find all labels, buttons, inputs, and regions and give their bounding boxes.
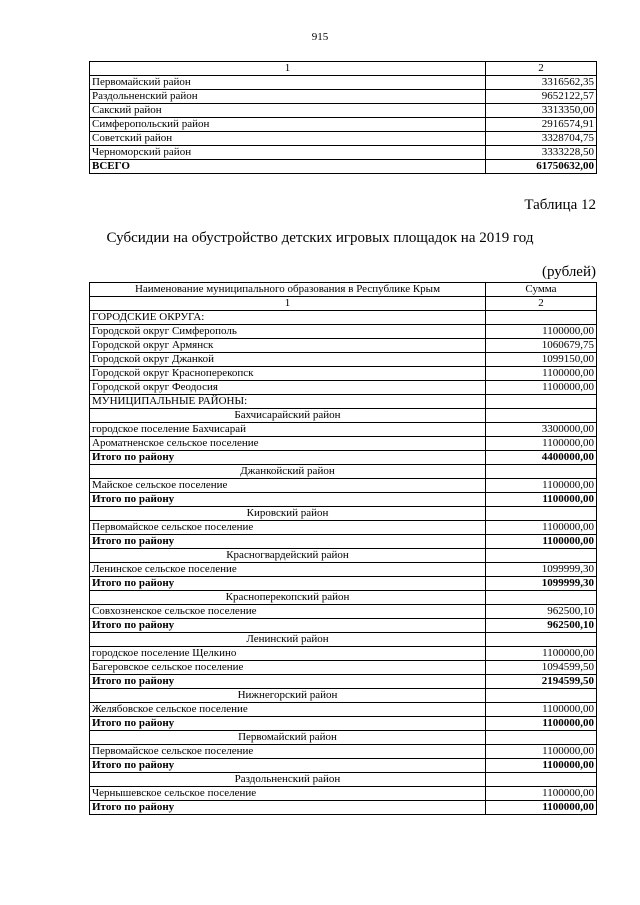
amount-cell: 1100000,00	[486, 801, 597, 815]
district-header-row	[90, 731, 597, 745]
column-number-2: 2	[486, 297, 597, 311]
table-row	[90, 367, 597, 381]
table-row	[90, 118, 597, 132]
amount-cell: 1100000,00	[486, 493, 597, 507]
column-number-row	[90, 297, 597, 311]
column-number-row	[90, 62, 597, 76]
table-row	[90, 563, 597, 577]
district-header-row	[90, 591, 597, 605]
amount-cell: 3300000,00	[486, 423, 597, 437]
table-row	[90, 787, 597, 801]
district-header-row	[90, 465, 597, 479]
amount-cell: 3313350,00	[486, 104, 597, 118]
amount-cell	[486, 409, 597, 423]
amount-cell	[486, 465, 597, 479]
district-name-cell: Советский район	[90, 132, 486, 146]
amount-cell: 2916574,91	[486, 118, 597, 132]
table-title: Субсидии на обустройство детских игровых площадок на 2019 год	[106, 230, 534, 246]
table-row	[90, 104, 597, 118]
amount-cell	[486, 311, 597, 325]
district-name-cell: Раздольненский район	[90, 90, 486, 104]
district-total-row	[90, 535, 597, 549]
table-header-row	[90, 283, 597, 297]
district-title-cell: Нижнегорский район	[90, 689, 486, 703]
amount-cell: 1100000,00	[486, 381, 597, 395]
district-header-row	[90, 507, 597, 521]
amount-cell: 1100000,00	[486, 647, 597, 661]
district-total-label: Итого по району	[90, 451, 486, 465]
subsidies-table	[89, 282, 597, 815]
district-total-row	[90, 577, 597, 591]
amount-cell: 2194599,50	[486, 675, 597, 689]
amount-cell: 962500,10	[486, 619, 597, 633]
municipality-name-cell: Первомайское сельское поселение	[90, 745, 486, 759]
table-row	[90, 605, 597, 619]
district-total-label: Итого по району	[90, 577, 486, 591]
district-total-label: Итого по району	[90, 717, 486, 731]
section-header-row	[90, 395, 597, 409]
section-header-row	[90, 311, 597, 325]
amount-cell: 1100000,00	[486, 367, 597, 381]
district-header-row	[90, 633, 597, 647]
page-number: 915	[311, 31, 329, 43]
table-row	[90, 437, 597, 451]
amount-cell: 61750632,00	[486, 160, 597, 174]
district-header-row	[90, 409, 597, 423]
amount-cell: 1100000,00	[486, 787, 597, 801]
table-row	[90, 745, 597, 759]
table-row	[90, 76, 597, 90]
municipality-name-cell: Желябовское сельское поселение	[90, 703, 486, 717]
amount-cell	[486, 773, 597, 787]
units-label: (рублей)	[541, 264, 596, 280]
header-municipality: Наименование муниципального образования в Республике Крым	[90, 283, 486, 297]
district-total-row	[90, 493, 597, 507]
table-row	[90, 325, 597, 339]
district-total-label: Итого по району	[90, 675, 486, 689]
table-row	[90, 479, 597, 493]
table-row	[90, 647, 597, 661]
amount-cell	[486, 633, 597, 647]
amount-cell: 1099150,00	[486, 353, 597, 367]
amount-cell: 1100000,00	[486, 479, 597, 493]
previous-table-body	[90, 62, 597, 174]
municipality-name-cell: Багеровское сельское поселение	[90, 661, 486, 675]
amount-cell	[486, 549, 597, 563]
table-row	[90, 521, 597, 535]
district-title-cell: Кировский район	[90, 507, 486, 521]
previous-table-continuation	[89, 61, 597, 174]
municipality-name-cell: Городской округ Армянск	[90, 339, 486, 353]
amount-cell: 1100000,00	[486, 521, 597, 535]
district-title-cell: Первомайский район	[90, 731, 486, 745]
amount-cell: 3316562,35	[486, 76, 597, 90]
column-number-2: 2	[486, 62, 597, 76]
table-row	[90, 381, 597, 395]
amount-cell	[486, 689, 597, 703]
municipality-name-cell: Городской округ Феодосия	[90, 381, 486, 395]
municipality-name-cell: Совхозненское сельское поселение	[90, 605, 486, 619]
district-total-row	[90, 619, 597, 633]
column-number-1: 1	[90, 62, 486, 76]
municipality-name-cell: Городской округ Джанкой	[90, 353, 486, 367]
amount-cell: 1100000,00	[486, 745, 597, 759]
amount-cell	[486, 591, 597, 605]
district-title-cell: Джанкойский район	[90, 465, 486, 479]
district-total-label: Итого по району	[90, 759, 486, 773]
district-name-cell: Сакский район	[90, 104, 486, 118]
district-total-row	[90, 801, 597, 815]
district-header-row	[90, 549, 597, 563]
table-label: Таблица 12	[524, 197, 596, 213]
amount-cell: 1100000,00	[486, 759, 597, 773]
amount-cell	[486, 507, 597, 521]
district-total-row	[90, 717, 597, 731]
district-total-row	[90, 675, 597, 689]
table-row	[90, 132, 597, 146]
amount-cell: 3333228,50	[486, 146, 597, 160]
table-row	[90, 90, 597, 104]
district-title-cell: Красногвардейский район	[90, 549, 486, 563]
amount-cell: 1060679,75	[486, 339, 597, 353]
section-title-cell: МУНИЦИПАЛЬНЫЕ РАЙОНЫ:	[90, 395, 486, 409]
municipality-name-cell: Первомайское сельское поселение	[90, 521, 486, 535]
municipality-name-cell: городское поселение Щелкино	[90, 647, 486, 661]
section-title-cell: ГОРОДСКИЕ ОКРУГА:	[90, 311, 486, 325]
amount-cell: 962500,10	[486, 605, 597, 619]
district-name-cell: Первомайский район	[90, 76, 486, 90]
district-name-cell: Черноморский район	[90, 146, 486, 160]
grand-total-label: ВСЕГО	[90, 160, 486, 174]
header-sum: Сумма	[486, 283, 597, 297]
table-row	[90, 661, 597, 675]
table-row	[90, 146, 597, 160]
district-title-cell: Раздольненский район	[90, 773, 486, 787]
table-row	[90, 353, 597, 367]
municipality-name-cell: Чернышевское сельское поселение	[90, 787, 486, 801]
municipality-name-cell: Ароматненское сельское поселение	[90, 437, 486, 451]
district-total-row	[90, 759, 597, 773]
municipality-name-cell: Ленинское сельское поселение	[90, 563, 486, 577]
table-row	[90, 339, 597, 353]
municipality-name-cell: Майское сельское поселение	[90, 479, 486, 493]
district-title-cell: Бахчисарайский район	[90, 409, 486, 423]
district-total-label: Итого по району	[90, 493, 486, 507]
amount-cell: 1100000,00	[486, 717, 597, 731]
municipality-name-cell: городское поселение Бахчисарай	[90, 423, 486, 437]
district-name-cell: Симферопольский район	[90, 118, 486, 132]
district-total-label: Итого по району	[90, 619, 486, 633]
table-row	[90, 423, 597, 437]
amount-cell: 9652122,57	[486, 90, 597, 104]
district-total-label: Итого по району	[90, 801, 486, 815]
subsidies-table-body	[90, 283, 597, 815]
amount-cell: 1100000,00	[486, 325, 597, 339]
district-title-cell: Красноперекопский район	[90, 591, 486, 605]
district-title-cell: Ленинский район	[90, 633, 486, 647]
amount-cell: 3328704,75	[486, 132, 597, 146]
grand-total-row	[90, 160, 597, 174]
district-total-label: Итого по району	[90, 535, 486, 549]
amount-cell	[486, 731, 597, 745]
amount-cell: 1094599,50	[486, 661, 597, 675]
amount-cell: 1100000,00	[486, 535, 597, 549]
district-header-row	[90, 773, 597, 787]
column-number-1: 1	[90, 297, 486, 311]
district-total-row	[90, 451, 597, 465]
table-row	[90, 703, 597, 717]
amount-cell	[486, 395, 597, 409]
amount-cell: 1100000,00	[486, 437, 597, 451]
amount-cell: 1099999,30	[486, 563, 597, 577]
amount-cell: 1099999,30	[486, 577, 597, 591]
amount-cell: 4400000,00	[486, 451, 597, 465]
district-header-row	[90, 689, 597, 703]
municipality-name-cell: Городской округ Красноперекопск	[90, 367, 486, 381]
municipality-name-cell: Городской округ Симферополь	[90, 325, 486, 339]
amount-cell: 1100000,00	[486, 703, 597, 717]
